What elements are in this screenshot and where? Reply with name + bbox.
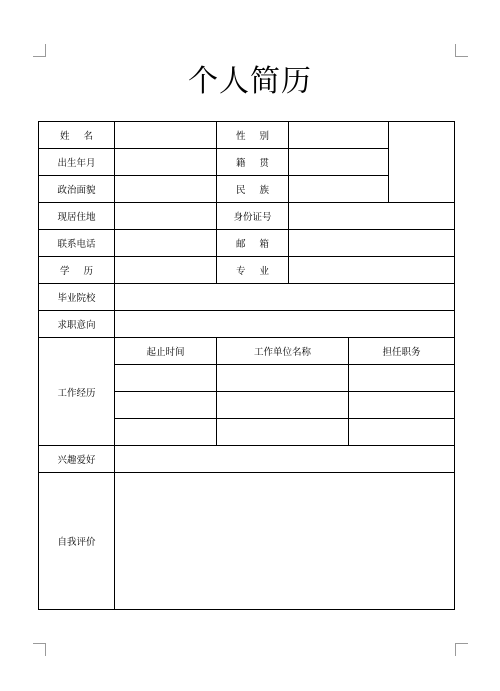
id-number-field[interactable] (289, 203, 455, 230)
school-field[interactable] (115, 284, 455, 311)
label-education: 学历 (39, 257, 115, 284)
crop-mark-bottom-right (455, 643, 468, 656)
phone-field[interactable] (115, 230, 217, 257)
photo-box[interactable] (389, 122, 455, 203)
label-native-place: 籍贯 (217, 149, 289, 176)
self-evaluation-field[interactable] (115, 473, 455, 610)
crop-mark-bottom-left (33, 643, 46, 656)
label-ethnicity: 民族 (217, 176, 289, 203)
current-address-field[interactable] (115, 203, 217, 230)
name-field[interactable] (115, 122, 217, 149)
work-header-employer: 工作单位名称 (217, 338, 349, 365)
label-work-experience: 工作经历 (39, 338, 115, 446)
education-field[interactable] (115, 257, 217, 284)
job-intention-field[interactable] (115, 311, 455, 338)
label-job-intention: 求职意向 (39, 311, 115, 338)
row-school (39, 284, 455, 311)
label-email: 邮箱 (217, 230, 289, 257)
work-period-field[interactable] (115, 392, 217, 419)
hobbies-field[interactable] (115, 446, 455, 473)
work-position-field[interactable] (349, 392, 455, 419)
row-address (39, 203, 455, 230)
label-gender: 性别 (217, 122, 289, 149)
gender-field[interactable] (289, 122, 389, 149)
label-current-address: 现居住地 (39, 203, 115, 230)
birth-field[interactable] (115, 149, 217, 176)
crop-mark-top-left (33, 44, 46, 57)
crop-mark-top-right (455, 44, 468, 57)
label-school: 毕业院校 (39, 284, 115, 311)
work-employer-field[interactable] (217, 419, 349, 446)
page-title: 个人简历 (188, 64, 312, 99)
label-id-number: 身份证号 (217, 203, 289, 230)
native-place-field[interactable] (289, 149, 389, 176)
work-period-field[interactable] (115, 365, 217, 392)
email-field[interactable] (289, 230, 455, 257)
work-position-field[interactable] (349, 419, 455, 446)
row-hobbies (39, 446, 455, 473)
work-employer-field[interactable] (217, 392, 349, 419)
label-name: 姓名 (39, 122, 115, 149)
label-self-evaluation: 自我评价 (39, 473, 115, 610)
row-work-header (39, 338, 455, 365)
work-header-period: 起止时间 (115, 338, 217, 365)
row-job-intention (39, 311, 455, 338)
label-major: 专业 (217, 257, 289, 284)
label-phone: 联系电话 (39, 230, 115, 257)
work-employer-field[interactable] (217, 365, 349, 392)
label-birth: 出生年月 (39, 149, 115, 176)
row-self-evaluation (39, 473, 455, 610)
label-political-status: 政治面貌 (39, 176, 115, 203)
ethnicity-field[interactable] (289, 176, 389, 203)
political-status-field[interactable] (115, 176, 217, 203)
row-phone (39, 230, 455, 257)
work-period-field[interactable] (115, 419, 217, 446)
row-name (39, 122, 455, 149)
resume-form (38, 121, 455, 610)
work-position-field[interactable] (349, 365, 455, 392)
label-hobbies: 兴趣爱好 (39, 446, 115, 473)
row-education (39, 257, 455, 284)
work-header-position: 担任职务 (349, 338, 455, 365)
major-field[interactable] (289, 257, 455, 284)
